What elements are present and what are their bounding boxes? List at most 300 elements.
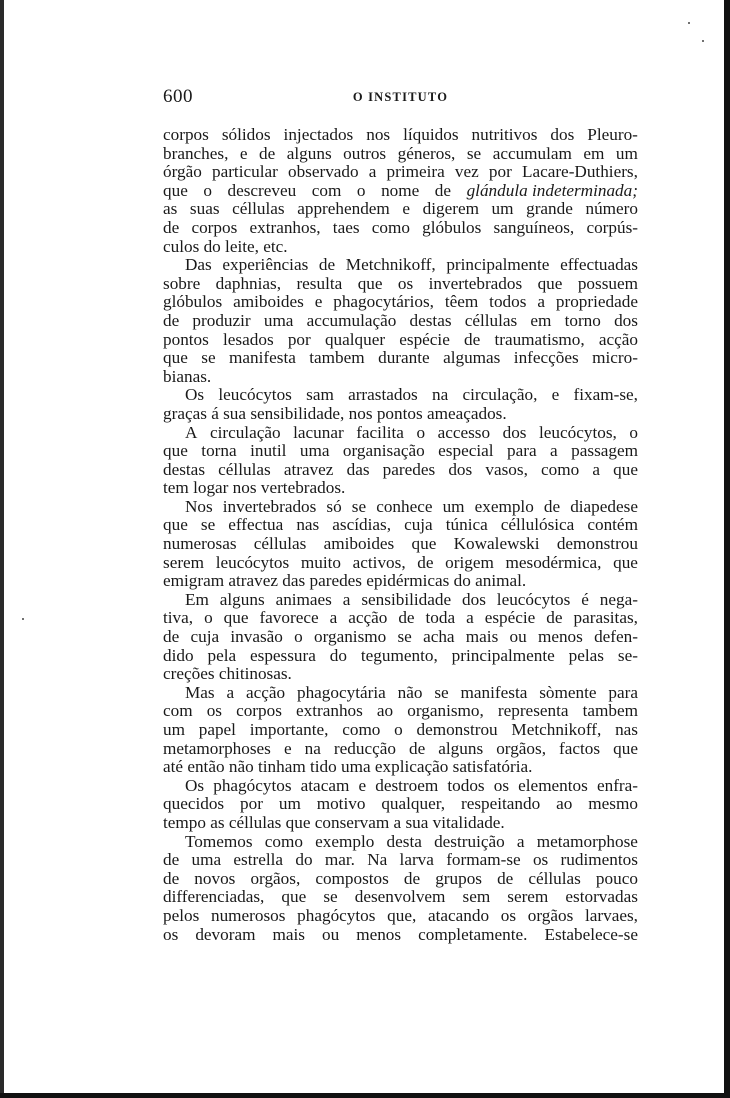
word: ao	[376, 702, 394, 721]
word: de	[163, 218, 180, 237]
word: parasitas,	[573, 609, 638, 628]
word: nas	[296, 516, 320, 535]
word: mesmo	[588, 795, 638, 814]
word: do	[295, 851, 313, 870]
word: não	[397, 683, 423, 702]
word: completamente.	[418, 925, 528, 944]
word: com	[163, 702, 193, 721]
word: as	[163, 200, 178, 219]
scan-edge-right	[724, 0, 730, 1098]
word: traumatismo,	[494, 330, 585, 349]
word: de	[318, 256, 336, 275]
word: céllulas	[253, 535, 307, 554]
word: céllulósica	[500, 516, 575, 535]
word: metamorphoses	[163, 739, 271, 758]
word: manifesta	[229, 349, 296, 368]
word: representa	[497, 702, 569, 721]
word: a	[550, 442, 558, 461]
text-line	[163, 424, 638, 443]
word: a	[592, 460, 601, 479]
text-line: emigram atravez das paredes epidérmicas do animal.	[163, 572, 527, 591]
word: resulta	[296, 274, 343, 293]
text-line: bianas.	[163, 367, 212, 386]
word: serem	[507, 888, 549, 907]
word: extranhos,	[249, 218, 321, 237]
word: de	[543, 497, 561, 516]
word: grande	[526, 200, 573, 219]
word: amiboides	[233, 293, 304, 312]
word: se	[397, 628, 412, 647]
word: pela	[207, 646, 237, 665]
word: contém	[587, 516, 638, 535]
word: Os	[185, 386, 205, 405]
word: a	[226, 683, 235, 702]
word: micro-	[592, 349, 638, 368]
word: mar.	[324, 851, 355, 870]
word: um	[491, 200, 514, 219]
word: sensibilidade	[361, 590, 452, 609]
word: vasos,	[485, 460, 528, 479]
word: céllulas	[528, 869, 581, 888]
word: inutil	[250, 442, 287, 461]
word: Em	[185, 590, 209, 609]
word: atacando	[428, 906, 490, 925]
word: grupos	[435, 869, 482, 888]
word: por	[287, 330, 311, 349]
word: de	[163, 869, 180, 888]
word: vez	[454, 163, 479, 182]
text-line	[163, 516, 638, 535]
word: infecções	[513, 349, 579, 368]
word: de	[163, 311, 180, 330]
word: destruição	[434, 832, 505, 851]
word: que	[163, 181, 188, 200]
word: um	[615, 144, 638, 163]
word: os	[397, 274, 414, 293]
word: das	[346, 460, 370, 479]
word: a	[329, 609, 338, 628]
word: acção	[348, 609, 388, 628]
word: invasão	[230, 628, 283, 647]
word: lacunar	[293, 423, 344, 442]
word: um	[163, 721, 185, 739]
word: organismo	[313, 628, 387, 647]
word: sòmente	[539, 683, 597, 702]
word: acção	[246, 683, 286, 702]
word: se	[351, 497, 367, 516]
word: Das	[185, 256, 212, 275]
word: desta	[386, 832, 422, 851]
word: alguns	[438, 739, 484, 758]
word: por	[240, 795, 263, 814]
word: se	[434, 683, 449, 702]
scan-edge-left	[0, 0, 4, 1098]
word: que	[613, 553, 638, 572]
word: orgãos,	[250, 869, 301, 888]
word: pouco	[595, 869, 638, 888]
word: ao	[556, 795, 573, 814]
word: número	[585, 200, 638, 219]
word: dido	[163, 646, 194, 665]
word: se	[323, 888, 338, 907]
word: apprehendem	[297, 200, 390, 219]
word: daphnias,	[215, 274, 282, 293]
word: a	[466, 609, 474, 628]
word: céllulas	[232, 200, 285, 219]
page-number: 600	[163, 86, 193, 107]
word: o	[394, 721, 403, 739]
word: céllulas	[218, 460, 271, 479]
text-line	[163, 795, 638, 814]
word: passagem	[571, 442, 638, 461]
text-line	[163, 349, 638, 368]
word: e	[358, 776, 367, 795]
word: de	[464, 330, 481, 349]
word: phagócytos	[297, 906, 376, 925]
word: sam	[306, 386, 334, 405]
text-line	[163, 851, 638, 870]
word: taes	[332, 218, 360, 237]
word: elementos	[518, 776, 588, 795]
word: uma	[191, 851, 222, 870]
text-line	[163, 126, 638, 145]
word: para	[507, 442, 537, 461]
word: os	[500, 906, 517, 925]
text-line	[163, 275, 638, 294]
word: de	[398, 609, 415, 628]
word: de	[163, 628, 180, 647]
word: espécie	[399, 330, 450, 349]
word: alguns	[286, 144, 332, 163]
word: e	[239, 144, 248, 163]
word: e	[551, 386, 560, 405]
word: manifesta	[460, 683, 528, 702]
word: que	[163, 516, 188, 535]
word: accumulam	[492, 144, 572, 163]
word: tambem	[309, 349, 365, 368]
text-line	[163, 256, 638, 275]
word: o	[294, 628, 303, 647]
word: compostos	[315, 869, 389, 888]
word: durante	[378, 349, 430, 368]
word: corpos	[191, 218, 238, 237]
word: do	[329, 646, 347, 665]
italic-term: glándula indeterminada;	[466, 181, 638, 200]
word: sobre	[163, 274, 201, 293]
word: descreveu	[227, 181, 297, 200]
text-line	[163, 591, 638, 610]
word: pontos	[163, 330, 209, 349]
word: demonstrou	[416, 721, 498, 739]
word: alguns	[219, 590, 265, 609]
word: em	[583, 144, 605, 163]
word: Tomemos	[185, 832, 253, 851]
word: como	[342, 721, 381, 739]
text-line	[163, 498, 638, 517]
word: corpos	[236, 702, 282, 721]
word: tambem	[582, 702, 638, 721]
word: reducção	[333, 739, 396, 758]
word: dos	[448, 460, 473, 479]
word: como	[264, 832, 303, 851]
text-line: tempo as céllulas que conservam a sua vitalidade.	[163, 813, 505, 832]
word: injectados	[283, 126, 354, 144]
word: phagocytários,	[333, 293, 434, 312]
word: nome	[381, 181, 420, 200]
word: lesados	[223, 330, 274, 349]
word: orgãos	[527, 906, 574, 925]
text-line	[163, 535, 638, 554]
scan-speck	[688, 22, 690, 24]
word: motivo	[316, 795, 366, 814]
word: que,	[387, 906, 417, 925]
word: uma	[299, 442, 330, 461]
word: órgão	[163, 163, 202, 182]
word: animaes	[275, 590, 332, 609]
word: mais	[465, 628, 499, 647]
word: leucócytos,	[539, 423, 617, 442]
text-line	[163, 461, 638, 480]
word: túnica	[445, 516, 488, 535]
word: e	[314, 293, 323, 312]
word: se	[201, 349, 216, 368]
word: de	[259, 144, 276, 163]
word: qualquer	[324, 330, 386, 349]
text-line	[163, 926, 638, 945]
word: possuem	[577, 274, 638, 293]
text-line	[163, 442, 638, 461]
word: sanguíneos,	[493, 218, 575, 237]
word: primeira	[386, 163, 445, 182]
word: paredes	[382, 460, 436, 479]
text-line	[163, 647, 638, 666]
word: que	[223, 609, 249, 628]
text-line: culos do leite, etc.	[163, 237, 288, 256]
text-line: até então não tinham tido uma explicação satisfatória.	[163, 758, 533, 777]
word: torna	[201, 442, 237, 461]
word: ou	[322, 925, 340, 944]
word: líquidos	[403, 126, 459, 144]
word: todos	[489, 293, 527, 312]
word: muito	[300, 553, 341, 572]
word: Nos	[185, 497, 213, 516]
word: novos	[194, 869, 236, 888]
word: desenvolvem	[354, 888, 446, 907]
word: Os	[185, 776, 205, 795]
word: todos	[447, 776, 485, 795]
word: para	[608, 683, 638, 702]
word: tiva,	[163, 609, 194, 628]
word: nas	[615, 721, 638, 739]
word: amiboides	[323, 535, 395, 554]
text-line	[163, 219, 638, 238]
word: os	[493, 776, 510, 795]
word: espécie	[484, 609, 536, 628]
word: accumulação	[306, 311, 397, 330]
word: pelos	[163, 906, 200, 925]
word: origem	[445, 553, 494, 572]
word: principalmente	[446, 256, 550, 275]
text-line	[163, 386, 638, 405]
word: o	[356, 181, 366, 200]
word: A	[185, 423, 198, 442]
word: Lacare-Duthiers,	[521, 163, 638, 182]
word: outros	[343, 144, 387, 163]
word: qualquer,	[381, 795, 446, 814]
word: Mas	[185, 683, 215, 702]
word: respeitando	[460, 795, 541, 814]
word: enfra-	[596, 776, 638, 795]
word: de	[163, 851, 180, 870]
word: a	[342, 590, 351, 609]
word: quecidos	[163, 795, 225, 814]
word: e	[283, 739, 292, 758]
scan-edge-bottom	[0, 1093, 730, 1098]
word: particular	[211, 163, 278, 182]
word: fixam-se,	[573, 386, 638, 405]
word: nega-	[599, 590, 638, 609]
word: larvaes,	[585, 906, 638, 925]
word: acha	[423, 628, 455, 647]
word: e	[402, 200, 411, 219]
word: toda	[425, 609, 456, 628]
word: na	[304, 739, 321, 758]
word: os	[206, 702, 222, 721]
word: especial	[438, 442, 494, 461]
word: destas	[409, 311, 452, 330]
word: corpús-	[586, 218, 638, 237]
word: como	[371, 218, 410, 237]
word: na	[432, 386, 449, 405]
running-title: O INSTITUTO	[352, 90, 449, 104]
word: leucócytos	[218, 386, 292, 405]
word: espessura	[250, 646, 316, 665]
word: que	[613, 460, 638, 479]
word: factos	[559, 739, 601, 758]
word: dos	[502, 423, 527, 442]
word: devoram	[195, 925, 256, 944]
text-line	[163, 888, 638, 907]
word: conhece	[376, 497, 433, 516]
word: menos	[537, 628, 583, 647]
text-line	[163, 721, 638, 740]
word: cuja	[190, 628, 220, 647]
word: se-	[617, 646, 638, 665]
word: que	[537, 274, 563, 293]
scan-speck	[702, 40, 704, 42]
word: sem	[462, 888, 491, 907]
word: que	[163, 442, 188, 461]
word: numerosos	[210, 906, 286, 925]
word: mesodérmica,	[505, 553, 602, 572]
word: que	[163, 349, 188, 368]
word: algumas	[443, 349, 501, 368]
word: circulação,	[462, 386, 538, 405]
word: arrastados	[348, 386, 418, 405]
word: dos	[462, 590, 486, 609]
word: pelas	[568, 646, 604, 665]
text-line	[163, 777, 638, 796]
word: invertebrados	[428, 274, 523, 293]
word: de	[408, 739, 426, 758]
word: por	[488, 163, 512, 182]
word: suas	[189, 200, 220, 219]
text-line: creções chitinosas.	[163, 665, 292, 684]
text-line	[163, 163, 638, 182]
word: destroem	[375, 776, 439, 795]
word: um	[278, 795, 301, 814]
word: favorece	[259, 609, 319, 628]
word: importante,	[249, 721, 329, 739]
word: géneros,	[397, 144, 456, 163]
word: a	[537, 293, 545, 312]
text-line	[163, 684, 638, 703]
word: com	[311, 181, 342, 200]
text-line	[163, 312, 638, 331]
word: de	[546, 609, 563, 628]
word: rudimentos	[560, 851, 638, 870]
text-line	[163, 145, 638, 164]
word: que	[613, 739, 638, 758]
word: de	[403, 869, 421, 888]
word: a	[516, 832, 525, 851]
word: é	[581, 590, 589, 609]
word: papel	[198, 721, 236, 739]
word: activos,	[352, 553, 406, 572]
word: cuja	[404, 516, 433, 535]
word: propriedade	[555, 293, 638, 312]
page-header	[163, 86, 638, 108]
word: differenciadas,	[163, 888, 265, 907]
text-line	[163, 609, 638, 628]
word: exemplo	[315, 832, 375, 851]
word: torno	[564, 311, 601, 330]
word: uma	[263, 311, 294, 330]
word: os	[163, 925, 179, 944]
word: digerem	[422, 200, 479, 219]
word: experiências	[222, 256, 309, 275]
word: se	[466, 144, 482, 163]
word: se	[200, 516, 216, 535]
word: estrella	[233, 851, 284, 870]
text-line	[163, 628, 638, 647]
word: observado	[287, 163, 359, 182]
word: numerosas	[163, 535, 237, 554]
word: Metchnikoff,	[511, 721, 602, 739]
body-text	[163, 126, 638, 944]
word: defen-	[594, 628, 638, 647]
word: leucócytos	[496, 590, 571, 609]
text-line	[163, 907, 638, 926]
text-line	[163, 182, 638, 201]
text-line: tem logar nos vertebrados.	[163, 479, 346, 498]
word: que	[281, 888, 307, 907]
word: nos	[366, 126, 391, 144]
word: Na	[367, 851, 388, 870]
word: invertebrados	[222, 497, 317, 516]
word: glóbulos	[163, 293, 223, 312]
word: metamorphose	[536, 832, 638, 851]
word: larva	[399, 851, 434, 870]
word: Estabelece-se	[544, 925, 638, 944]
text-line	[163, 200, 638, 219]
word: sólidos	[221, 126, 271, 144]
word: que	[411, 535, 437, 554]
word: o	[204, 609, 213, 628]
word: ou	[509, 628, 527, 647]
word: corpos	[163, 126, 209, 144]
word: destas	[163, 460, 206, 479]
